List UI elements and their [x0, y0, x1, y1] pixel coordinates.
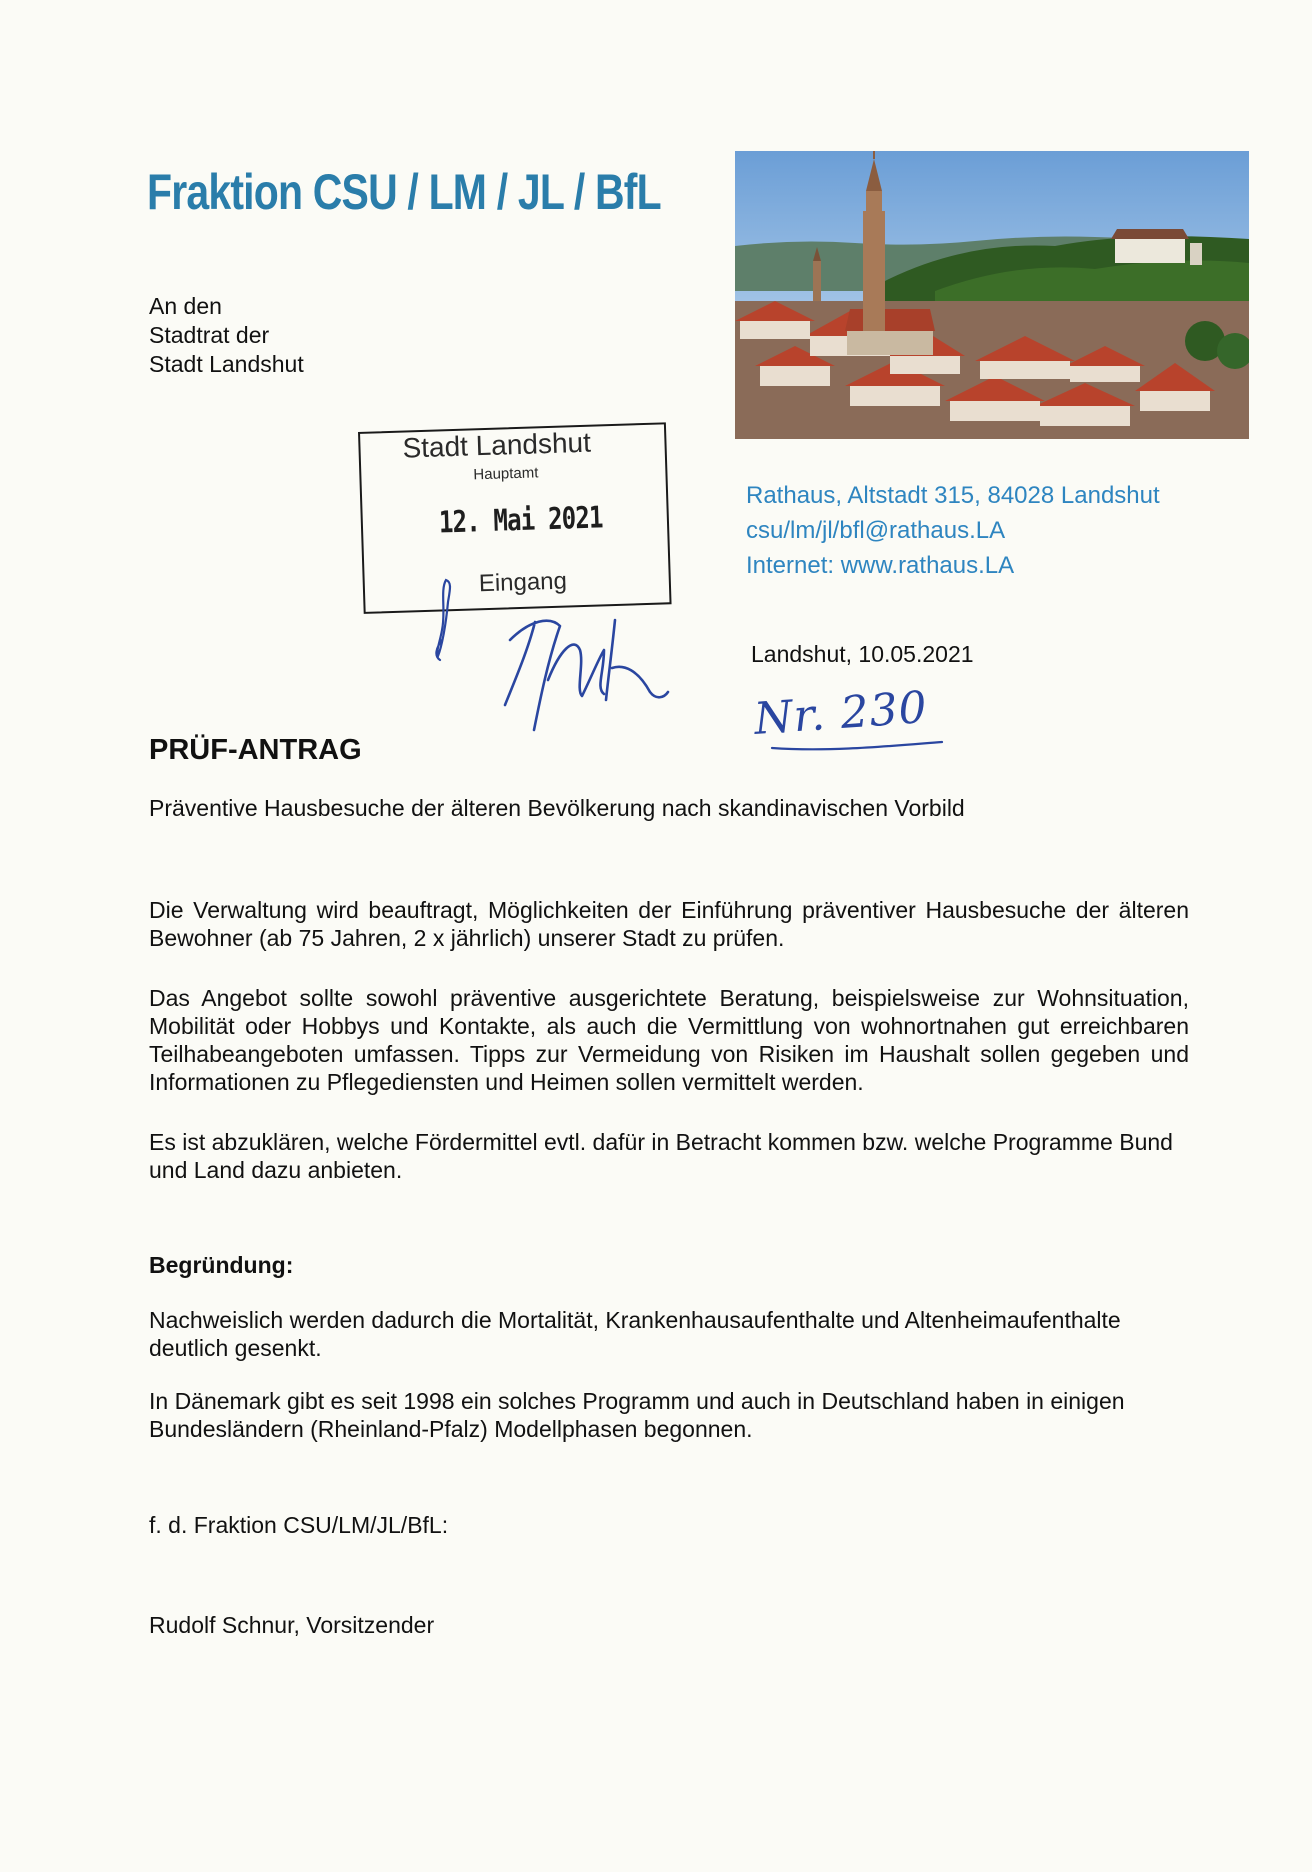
receipt-stamp [358, 422, 676, 618]
recipient-block [149, 292, 304, 379]
signer-name: Rudolf Schnur, Vorsitzender [149, 1612, 435, 1638]
handwritten-underline [772, 742, 942, 749]
signoff: f. d. Fraktion CSU/LM/JL/BfL: [149, 1512, 449, 1538]
recipient-line: Stadt Landshut [149, 351, 304, 377]
party-title: Fraktion CSU / LM / JL / BfL [147, 164, 661, 220]
stamp-date: 12. Mai 2021 [438, 500, 604, 541]
handwritten-signature [505, 620, 668, 730]
justification-paragraph: Nachweislich werden dadurch die Mortalität, Krankenhausaufenthalte und Altenheimaufenthalte deutlich gesenkt. [149, 1307, 1121, 1361]
justification-heading: Begründung: [149, 1252, 294, 1278]
justification-paragraph: In Dänemark gibt es seit 1998 ein solches Programm und auch in Deutschland haben in einigen Bundesländern (Rheinland-Pfalz) Modellphasen begonnen. [149, 1388, 1125, 1442]
recipient-line: Stadtrat der [149, 322, 270, 348]
dateline: Landshut, 10.05.2021 [751, 641, 974, 667]
paragraph: Das Angebot sollte sowohl präventive ausgerichtete Beratung, beispielsweise zur Wohnsituation, Mobilität oder Hobbys und Kontakte, als auch die Vermittlung von wohnortnahen gut erreichbaren Teilhabeangeboten umfassen. Tipps zur Vermeidung von Risiken im Haushalt sollen gegeben und Informationen zu Pflegediensten und Heimen sollen vermittelt werden. [149, 985, 1189, 1095]
city-photo [735, 151, 1249, 439]
contact-internet: Internet: www.rathaus.LA [746, 552, 1015, 579]
contact-block [746, 478, 1160, 583]
paragraph: Es ist abzuklären, welche Fördermittel evtl. dafür in Betracht kommen bzw. welche Programme Bund und Land dazu anbieten. [149, 1129, 1173, 1183]
contact-address: Rathaus, Altstadt 315, 84028 Landshut [746, 482, 1160, 509]
document-subject: Präventive Hausbesuche der älteren Bevölkerung nach skandinavischen Vorbild [149, 795, 965, 821]
paragraph: Die Verwaltung wird beauftragt, Möglichkeiten der Einführung präventiver Hausbesuche der älteren Bewohner (ab 75 Jahren, 2 x jährlich) unserer Stadt zu prüfen. [149, 897, 1189, 951]
contact-email: csu/lm/jl/bfl@rathaus.LA [746, 517, 1006, 544]
handwritten-number: Nr. 230 [752, 682, 930, 745]
document-type: PRÜF-ANTRAG [149, 734, 362, 766]
stamp-entry-label: Eingang [478, 567, 568, 598]
recipient-line: An den [149, 293, 222, 319]
stamp-city: Stadt Landshut [402, 426, 592, 464]
stamp-department: Hauptamt [473, 464, 539, 484]
